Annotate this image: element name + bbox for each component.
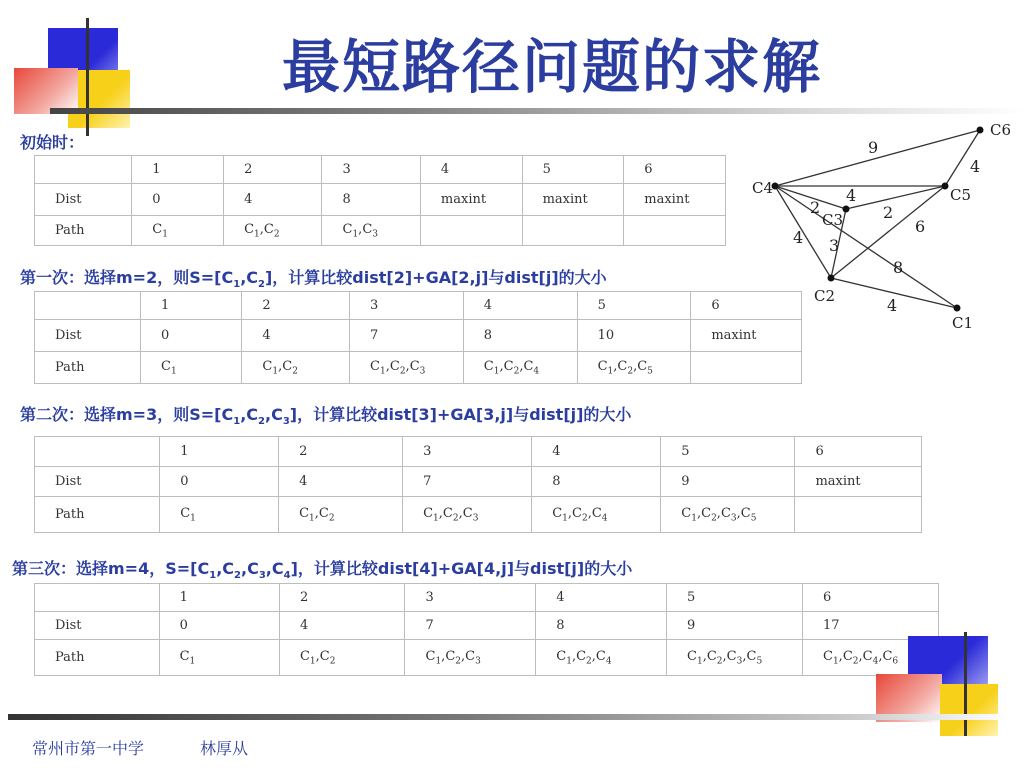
deco-vertical-line-bottom	[964, 632, 967, 736]
row-label: Dist	[35, 320, 141, 352]
node-label: C4	[752, 179, 774, 197]
column-header: 3	[405, 584, 536, 612]
footer-school: 常州市第一中学	[32, 739, 145, 758]
path-cell: $C_1,C_2,C_3,C_5$	[667, 640, 803, 676]
row-label	[35, 156, 132, 184]
row-label: Path	[35, 497, 160, 533]
edge-weight-label: 4	[970, 157, 981, 176]
column-header: 1	[132, 156, 224, 184]
column-header: 5	[522, 156, 624, 184]
dist-cell: 9	[661, 467, 795, 497]
path-cell: $C_1,C_2,C_3$	[403, 497, 532, 533]
dist-row	[35, 612, 939, 640]
row-label: Path	[35, 640, 160, 676]
row-label: Dist	[35, 184, 132, 216]
column-header: 3	[350, 292, 464, 320]
edge-weight-label: 9	[868, 138, 879, 157]
initial-label: 初始时：	[20, 133, 85, 152]
dist-cell: 7	[405, 612, 536, 640]
column-header: 1	[160, 437, 279, 467]
dist-cell: maxint	[522, 184, 624, 216]
dist-cell: 4	[279, 612, 405, 640]
graph-diagram	[740, 115, 1024, 340]
column-header: 4	[420, 156, 522, 184]
column-header: 1	[159, 584, 279, 612]
row-label: Dist	[35, 612, 160, 640]
path-cell: $C_1,C_3$	[322, 216, 420, 246]
path-cell: $C_1,C_2$	[224, 216, 322, 246]
column-header: 5	[667, 584, 803, 612]
row-label: Path	[35, 216, 132, 246]
column-header: 5	[577, 292, 691, 320]
path-cell: $C_1,C_2,C_3$	[405, 640, 536, 676]
graph-node-c2	[828, 275, 835, 282]
node-label: C1	[952, 314, 974, 332]
graph-node-c3	[843, 206, 850, 213]
column-header: 2	[279, 437, 403, 467]
dist-row	[35, 184, 726, 216]
path-cell: $C_1,C_2$	[279, 497, 403, 533]
path-cell: $C_1$	[132, 216, 224, 246]
path-cell	[420, 216, 522, 246]
node-label: C2	[814, 287, 836, 305]
header-row	[35, 584, 939, 612]
column-header: 2	[224, 156, 322, 184]
path-cell: $C_1,C_2,C_4$	[532, 497, 661, 533]
dist-cell: 8	[463, 320, 577, 352]
path-cell	[691, 352, 802, 384]
dist-table-step-1	[34, 291, 802, 384]
path-row	[35, 216, 726, 246]
column-header: 4	[463, 292, 577, 320]
graph-node-c1	[954, 305, 961, 312]
deco-yellow-square-bottom	[940, 684, 998, 736]
dist-row	[35, 320, 802, 352]
step-heading-3: 第三次：选择m=4，$S=[C_1,C_2,C_3,C_4]$，计算比较dist[4]+GA[4,j]与dist[j]的大小	[12, 559, 633, 582]
path-cell: $C_1,C_2,C_5$	[577, 352, 691, 384]
node-label: C6	[990, 121, 1012, 139]
dist-row	[35, 467, 922, 497]
path-cell: $C_1,C_2,C_3$	[350, 352, 464, 384]
dist-cell: 8	[536, 612, 667, 640]
dist-table-step-3	[34, 583, 939, 676]
row-label: Path	[35, 352, 141, 384]
node-label: C3	[822, 211, 844, 229]
dist-cell: 7	[403, 467, 532, 497]
path-row	[35, 640, 939, 676]
path-cell: $C_1,C_2,C_4,C_6$	[802, 640, 938, 676]
path-cell: $C_1$	[140, 352, 241, 384]
column-header: 6	[802, 584, 938, 612]
path-cell: $C_1$	[159, 640, 279, 676]
column-header: 1	[140, 292, 241, 320]
row-label	[35, 292, 141, 320]
path-cell	[522, 216, 624, 246]
path-cell: $C_1$	[160, 497, 279, 533]
row-label	[35, 584, 160, 612]
dist-cell: maxint	[420, 184, 522, 216]
edge-weight-label: 2	[883, 203, 894, 222]
header-row	[35, 292, 802, 320]
slide-title: 最短路径问题的求解	[281, 33, 822, 101]
dist-cell: 4	[279, 467, 403, 497]
dist-cell: 7	[350, 320, 464, 352]
edge-weight-label: 4	[793, 228, 804, 247]
graph-node-c6	[977, 127, 984, 134]
dist-cell: 0	[140, 320, 241, 352]
dist-cell: 0	[160, 467, 279, 497]
column-header: 5	[661, 437, 795, 467]
dist-cell: maxint	[691, 320, 802, 352]
dist-cell: 17	[802, 612, 938, 640]
dist-cell: maxint	[624, 184, 726, 216]
node-label: C5	[950, 186, 972, 204]
column-header: 6	[795, 437, 922, 467]
path-cell: $C_1,C_2,C_3,C_5$	[661, 497, 795, 533]
dist-cell: 0	[132, 184, 224, 216]
dist-cell: 4	[242, 320, 350, 352]
step-heading-2: 第二次：选择m=3，则$S=[C_1,C_2,C_3]$，计算比较dist[3]+GA[3,j]与dist[j]的大小	[20, 405, 632, 428]
edge-weight-label: 2	[810, 198, 821, 217]
path-cell: $C_1,C_2$	[279, 640, 405, 676]
dist-cell: maxint	[795, 467, 922, 497]
path-row	[35, 352, 802, 384]
dist-cell: 0	[159, 612, 279, 640]
dist-table-initial	[34, 155, 726, 246]
column-header: 3	[403, 437, 532, 467]
dist-cell: 8	[532, 467, 661, 497]
dist-cell: 9	[667, 612, 803, 640]
dist-cell: 8	[322, 184, 420, 216]
column-header: 6	[624, 156, 726, 184]
step-heading-1: 第一次：选择m=2，则$S=[C_1,C_2]$，计算比较dist[2]+GA[2,j]与dist[j]的大小	[20, 268, 607, 291]
column-header: 2	[279, 584, 405, 612]
edge-weight-label: 8	[893, 258, 904, 277]
edge-weight-label: 6	[915, 217, 926, 236]
deco-footer-rule	[8, 714, 1008, 720]
path-cell	[624, 216, 726, 246]
path-cell: $C_1,C_2,C_4$	[463, 352, 577, 384]
path-cell	[795, 497, 922, 533]
dist-table-step-2	[34, 436, 922, 533]
graph-node-c5	[942, 183, 949, 190]
dist-cell: 10	[577, 320, 691, 352]
path-cell: $C_1,C_2,C_4$	[536, 640, 667, 676]
column-header: 6	[691, 292, 802, 320]
row-label	[35, 437, 160, 467]
column-header: 2	[242, 292, 350, 320]
header-row	[35, 437, 922, 467]
path-row	[35, 497, 922, 533]
dist-cell: 4	[224, 184, 322, 216]
footer-author: 林厚从	[200, 739, 249, 758]
edge-weight-label: 4	[887, 296, 898, 315]
deco-horizontal-rule	[50, 108, 1024, 114]
column-header: 4	[536, 584, 667, 612]
column-header: 3	[322, 156, 420, 184]
edge-weight-label: 3	[829, 236, 840, 255]
path-cell: $C_1,C_2$	[242, 352, 350, 384]
header-row	[35, 156, 726, 184]
row-label: Dist	[35, 467, 160, 497]
edge-weight-label: 4	[846, 186, 857, 205]
column-header: 4	[532, 437, 661, 467]
